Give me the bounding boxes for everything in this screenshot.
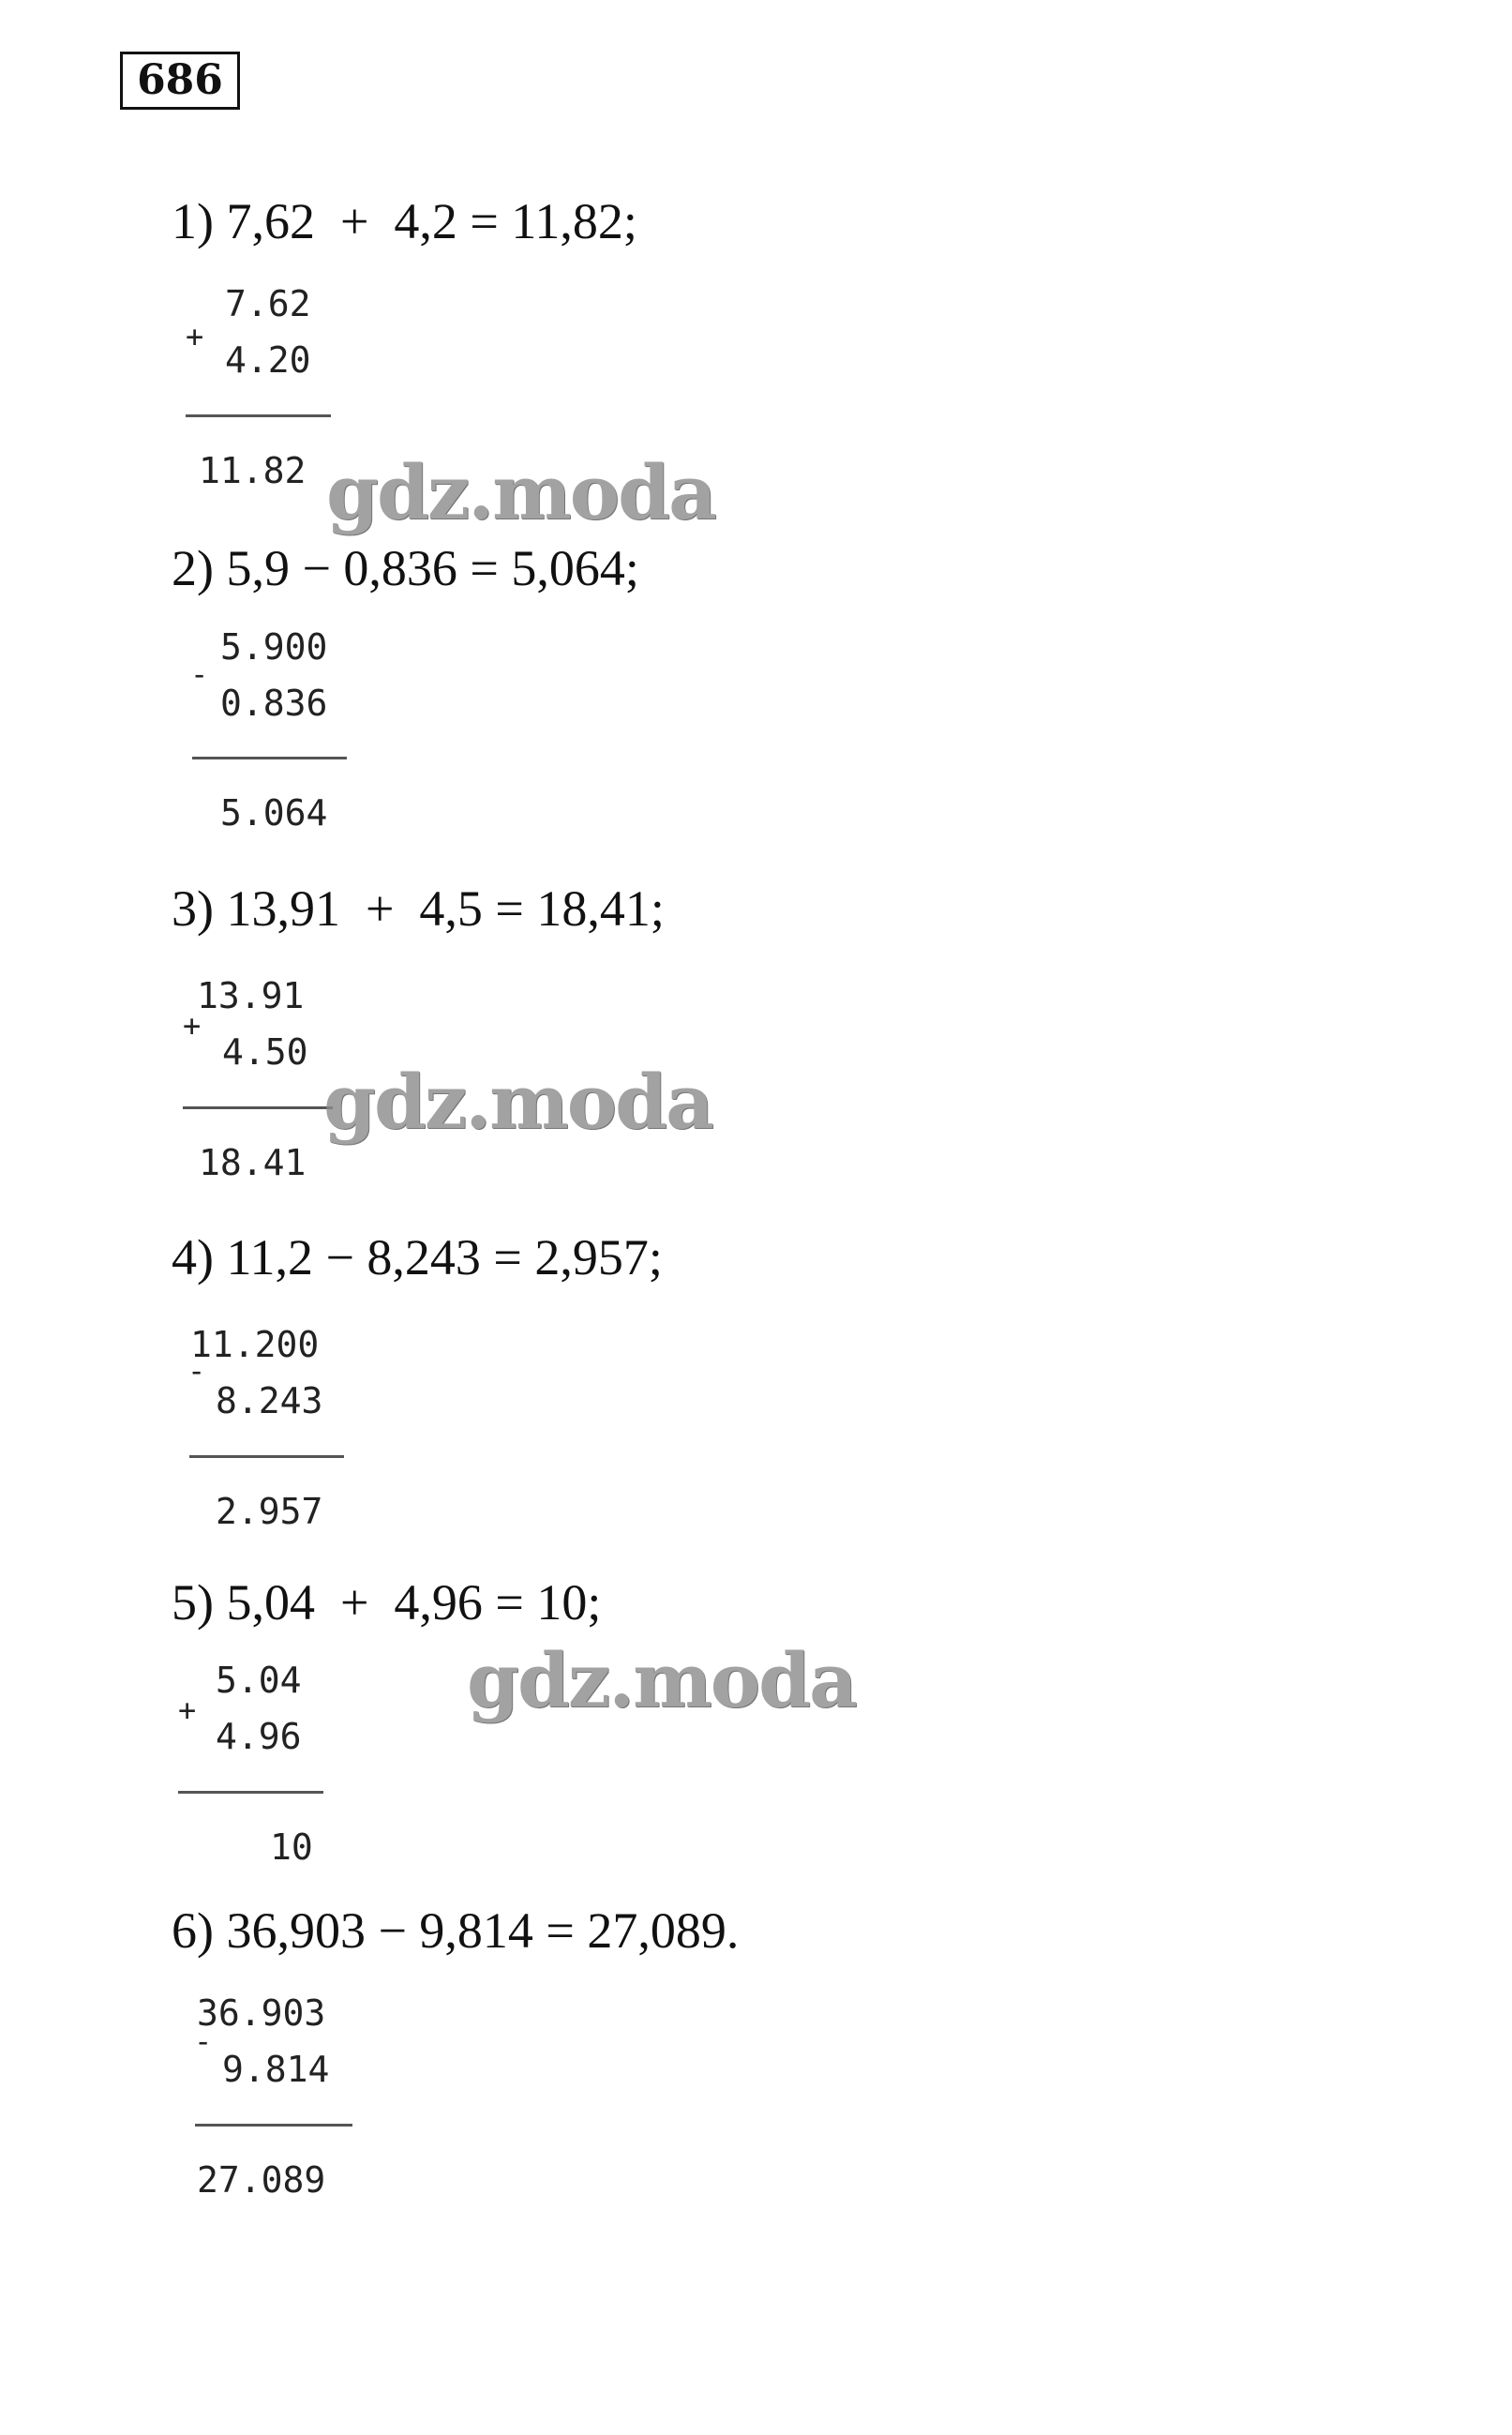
operand-bottom-4: 8.243 xyxy=(216,1380,323,1421)
result-5: 10 xyxy=(270,1826,313,1868)
operand-bottom-6: 9.814 xyxy=(222,2049,330,2090)
watermark-2: gdz.moda xyxy=(323,1058,712,1146)
sum-line-4 xyxy=(189,1455,344,1458)
plus-sign-1: + xyxy=(186,319,204,354)
operand-top-1: 7.62 xyxy=(225,283,311,324)
plus-sign-3: + xyxy=(183,1008,202,1044)
sum-line-1 xyxy=(186,414,331,417)
operand-bottom-2: 0.836 xyxy=(220,683,328,724)
watermark-1: gdz.moda xyxy=(326,448,715,536)
operand-top-6: 36.903 xyxy=(197,1992,326,2034)
result-4: 2.957 xyxy=(216,1491,323,1532)
operand-top-5: 5.04 xyxy=(216,1660,302,1701)
equation-2: 2) 5,9 − 0,836 = 5,064; xyxy=(172,540,639,596)
plus-sign-5: + xyxy=(178,1692,197,1728)
result-6: 27.089 xyxy=(197,2159,326,2201)
equation-1: 1) 7,62 + 4,2 = 11,82; xyxy=(172,193,637,249)
watermark-3: gdz.moda xyxy=(467,1636,856,1724)
operand-top-4: 11.200 xyxy=(190,1324,320,1365)
operand-bottom-5: 4.96 xyxy=(216,1716,302,1757)
operand-bottom-3: 4.50 xyxy=(222,1031,308,1073)
operand-top-3: 13.91 xyxy=(197,975,305,1016)
operand-bottom-1: 4.20 xyxy=(225,339,311,381)
sum-line-2 xyxy=(192,757,347,759)
operand-top-2: 5.900 xyxy=(220,626,328,668)
sum-line-5 xyxy=(178,1791,323,1794)
minus-sign-4: - xyxy=(187,1353,206,1389)
sum-line-6 xyxy=(195,2124,352,2127)
minus-sign-6: - xyxy=(194,2023,213,2059)
equation-6: 6) 36,903 − 9,814 = 27,089. xyxy=(172,1902,740,1959)
minus-sign-2: - xyxy=(190,656,209,692)
equation-5: 5) 5,04 + 4,96 = 10; xyxy=(172,1574,602,1631)
result-1: 11.82 xyxy=(199,450,307,491)
equation-4: 4) 11,2 − 8,243 = 2,957; xyxy=(172,1229,663,1285)
sum-line-3 xyxy=(183,1106,333,1109)
result-3: 18.41 xyxy=(199,1142,307,1183)
result-2: 5.064 xyxy=(220,792,328,834)
equation-3: 3) 13,91 + 4,5 = 18,41; xyxy=(172,880,665,937)
task-number: 686 xyxy=(120,52,240,110)
